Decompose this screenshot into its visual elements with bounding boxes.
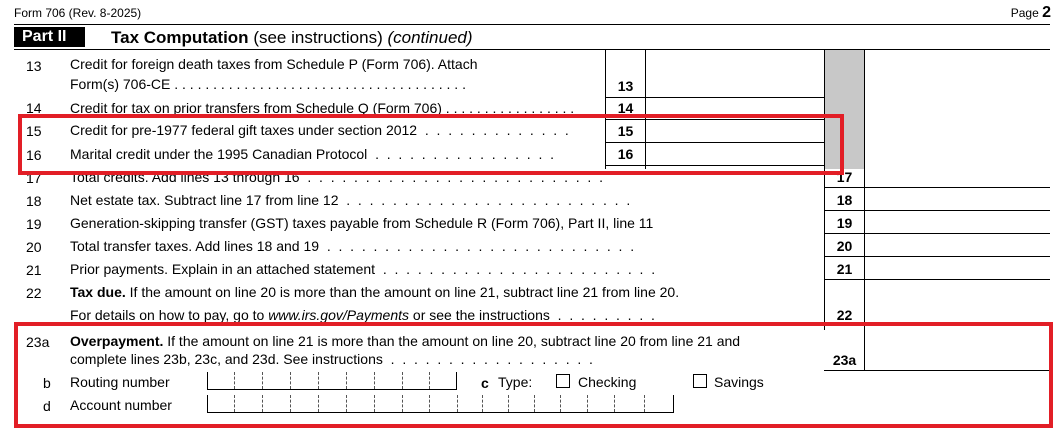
- page-indicator: [1011, 4, 1051, 22]
- line-num-23c: c: [481, 375, 489, 391]
- form-id: Form 706 (Rev. 8-2025): [14, 6, 142, 20]
- line-num-16: 16: [26, 147, 42, 163]
- box-23a: 23a: [832, 352, 857, 368]
- part-title-bold: Tax Computation: [111, 28, 249, 47]
- box-21: 21: [836, 261, 853, 277]
- routing-label: Routing number: [70, 374, 170, 390]
- line-num-23a: 23a: [26, 334, 50, 350]
- page-number: 2: [1042, 4, 1051, 21]
- line-text-23a-1: Overpayment. If the amount on line 21 is more than the amount on line 20, subtract line 20 from line 21 and: [70, 333, 741, 349]
- amount-17[interactable]: [865, 166, 1050, 187]
- line-num-17: 17: [26, 170, 42, 186]
- line-text-17: Total credits. Add lines 13 through 16 . . . . . . . . . . . . . . . . . . . . . . . . . .: [70, 169, 603, 185]
- box-19: 19: [836, 215, 853, 231]
- amount-13[interactable]: [646, 50, 823, 96]
- amount-22[interactable]: [865, 280, 1050, 324]
- top-rule: [14, 24, 1050, 25]
- account-label: Account number: [70, 397, 172, 413]
- type-label: Type:: [498, 374, 533, 390]
- box-22: 22: [836, 307, 853, 323]
- highlight-box-line-23: [14, 322, 1053, 428]
- line-num-22: 22: [26, 285, 42, 301]
- line-text-13b: Form(s) 706-CE . . . . . . . . . . . . . . . . . . . . . . . . . . . . . . . . . . . . . .: [70, 76, 466, 92]
- line-num-13: 13: [26, 58, 42, 74]
- line-text-19: Generation-skipping transfer (GST) taxes payable from Schedule R (Form 706), Part II, line 11: [70, 215, 654, 231]
- box-18: 18: [836, 192, 853, 208]
- line-text-22a: Tax due. If the amount on line 20 is more than the amount on line 21, subtract line 21 from line 20.: [70, 284, 680, 300]
- line-num-23d: d: [43, 398, 51, 414]
- box-16: 16: [617, 146, 634, 162]
- outer-box-col-left: [824, 50, 825, 330]
- savings-label: Savings: [714, 374, 764, 390]
- line-text-22b: For details on how to pay, go to www.irs.gov/Payments or see the instructions . . . . . . . . .: [70, 307, 655, 323]
- box-17: 17: [836, 169, 853, 185]
- box-14: 14: [617, 100, 634, 116]
- part-title: [111, 27, 473, 48]
- amount-18[interactable]: [865, 188, 1050, 209]
- part-title-paren: (see instructions): [253, 28, 383, 47]
- highlight-box-lines-15-16: [18, 114, 844, 175]
- box-20: 20: [836, 238, 853, 254]
- line-text-16: Marital credit under the 1995 Canadian Protocol . . . . . . . . . . . . . . . .: [70, 146, 554, 162]
- amount-20[interactable]: [865, 234, 1050, 255]
- line-text-20: Total transfer taxes. Add lines 18 and 19 . . . . . . . . . . . . . . . . . . . . . . . . . . .: [70, 238, 635, 254]
- line-text-15: Credit for pre-1977 federal gift taxes under section 2012 . . . . . . . . . . . . .: [70, 122, 569, 138]
- line-text-23a-2: complete lines 23b, 23c, and 23d. See instructions . . . . . . . . . . . . . . . . . .: [70, 351, 593, 367]
- box-15: 15: [617, 123, 634, 139]
- line-num-14: 14: [26, 100, 42, 116]
- checking-label: Checking: [578, 374, 637, 390]
- line-num-18: 18: [26, 193, 42, 209]
- line-text-21: Prior payments. Explain in an attached statement . . . . . . . . . . . . . . . . . . . . . . . .: [70, 261, 656, 277]
- part-badge: Part II: [14, 27, 85, 47]
- page-label: Page: [1010, 6, 1039, 20]
- line-num-21: 21: [26, 262, 42, 278]
- line-text-14: Credit for tax on prior transfers from Schedule Q (Form 706) . . . . . . . . . . . . . . . . .: [70, 100, 575, 116]
- line-text-13a: Credit for foreign death taxes from Schedule P (Form 706). Attach: [70, 56, 478, 72]
- line-text-18: Net estate tax. Subtract line 17 from line 12 . . . . . . . . . . . . . . . . . . . . . . . . .: [70, 192, 631, 208]
- section-rule: [14, 49, 1050, 50]
- amount-19[interactable]: [865, 211, 1050, 232]
- line-num-20: 20: [26, 239, 42, 255]
- box-13: 13: [617, 78, 634, 94]
- amount-21[interactable]: [865, 257, 1050, 278]
- line-num-19: 19: [26, 216, 42, 232]
- line-num-15: 15: [26, 123, 42, 139]
- part-title-italic: (continued): [387, 28, 473, 47]
- line-num-23b: b: [43, 375, 51, 391]
